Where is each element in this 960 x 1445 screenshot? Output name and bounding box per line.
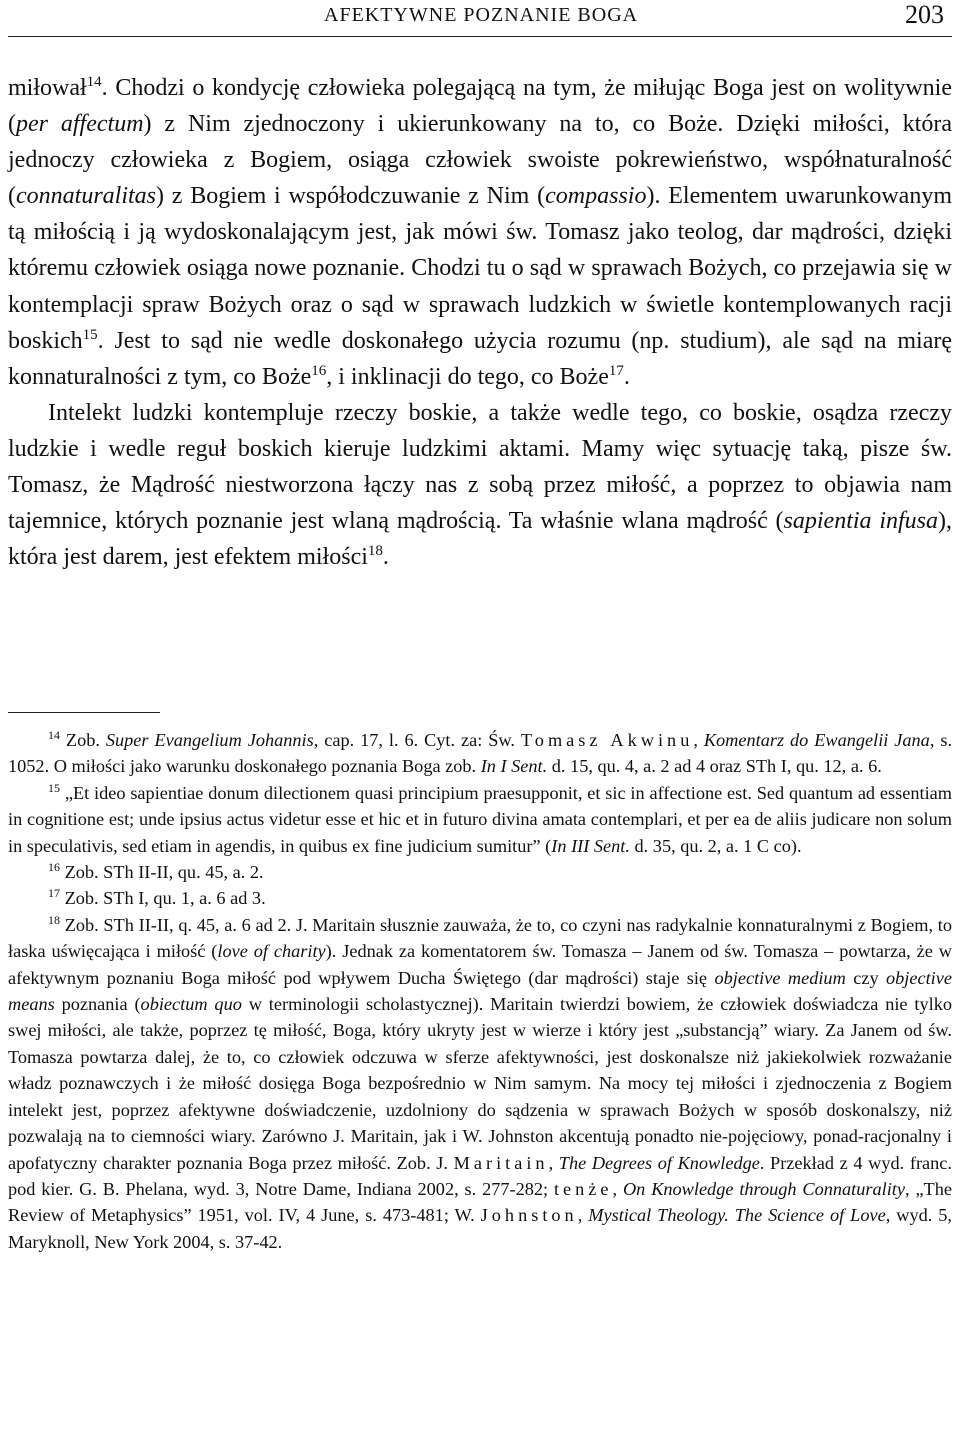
italic-title: The Degrees of Knowledge — [558, 1152, 760, 1173]
spaced-author-name: tenże — [553, 1178, 613, 1199]
italic-title: In I Sent. — [480, 756, 548, 777]
footnote-15 — [8, 780, 952, 859]
paragraph-2 — [8, 395, 952, 575]
footnote-number: 15 — [48, 780, 60, 795]
footnote-18 — [8, 912, 952, 1255]
text-run: poznania ( — [54, 994, 141, 1015]
text-run: Intelekt ludzki kontempluje rzeczy boskie, a także wedle tego, co boskie, osądza rzeczy ludzkie i wedle reguł boskich kieruje ludzkimi aktami. Mamy więc sytuację taką, pisze św. Tomasz, że Mądrość niestworzona łączy nas z sobą przez miłość, a poprzez to objawia nam tajemnice, których poznanie jest wlaną mądrością. Ta właśnie wlana mądrość ( — [8, 399, 952, 535]
footnote-16 — [8, 859, 952, 885]
text-run: , cap. 17, l. 6. Cyt. za: Św. — [313, 730, 521, 750]
footnote-ref-14: 14 — [86, 74, 102, 90]
page-header — [8, 0, 952, 37]
text-run: miłował — [8, 75, 87, 101]
footnote-number: 14 — [48, 728, 60, 742]
text-run: „Et ideo sapientiae donum dilectionem quasi principium praesupponit, et sic in affectione est. Sed quantum ad essentiam in cognitione est; unde ipsius actus videtur esse et hic et in futuro divina amata contemplari, et per ea de aliis judicare non solum in speculativis, sed etiam in agendis, in quibus ex fine judicium sumitur” ( — [8, 782, 952, 856]
footnote-14 — [8, 727, 952, 780]
text-run: czy — [845, 967, 887, 988]
text-run: , — [693, 730, 704, 750]
text-run: Zob. — [60, 730, 106, 750]
text-run: , i inklinacji do tego, co Boże — [326, 363, 609, 390]
italic-term: connaturalitas — [16, 183, 157, 210]
italic-term: per affectum — [16, 111, 144, 138]
text-run: ) z Bogiem i współodczuwanie z Nim ( — [156, 183, 546, 210]
italic-title: Komentarz do Ewangelii Jana — [703, 730, 930, 750]
footnote-ref-16: 16 — [311, 362, 327, 379]
page-number: 203 — [905, 0, 944, 29]
footnote-number: 16 — [48, 860, 60, 875]
text-run: . Chodzi o kondycję człowieka polegającą na tym, że miłując Boga jest on wolitywnie ( — [8, 75, 952, 138]
footnote-17 — [8, 885, 952, 911]
text-run: Zob. STh II-II, q. 45, a. 6 ad 2. J. Maritain słusznie zauważa, że to, co czyni nas radykalnie konnaturalnymi z Bogiem, to łaska uświęcająca i miłość ( — [8, 914, 952, 962]
text-run: ), która jest darem, jest efektem miłości — [8, 508, 953, 571]
text-run: , — [548, 1152, 559, 1173]
italic-title: On Knowledge through Connaturality — [622, 1178, 905, 1199]
text-run: . — [382, 544, 389, 571]
text-run: , „The Review of Metaphysics” 1951, vol. IV, 4 June, s. 473-481; W. — [8, 1178, 952, 1226]
footnote-ref-15: 15 — [82, 326, 98, 343]
text-run: d. 15, qu. 4, a. 2 ad 4 oraz STh I, qu. 12, a. 6. — [547, 756, 882, 777]
italic-term: obiectum quo — [140, 994, 242, 1015]
paragraph-1 — [8, 70, 952, 395]
italic-term: objective medium — [714, 967, 846, 988]
text-run: . Przekład z 4 wyd. franc. pod kier. G. B. Phelana, wyd. 3, Notre Dame, Indiana 2002, s. 277-282; — [8, 1152, 952, 1199]
italic-title: In III Sent. — [551, 835, 630, 856]
italic-term: compassio — [545, 183, 647, 210]
spaced-author-name: Tomasz Akwinu — [520, 730, 694, 750]
italic-term: objective means — [8, 967, 952, 1015]
running-head: AFEKTYWNE POZNANIE BOGA — [324, 4, 639, 26]
footnotes — [8, 727, 952, 1255]
text-run: ). Elementem uwarunkowanym tą miłością i ją wydoskonalającym jest, jak mówi św. Tomasz jako teolog, dar mądrości, dzięki któremu człowiek osiąga nowe poznanie. Chodzi tu o sąd w sprawach Bożych, co przejawia się w kontemplacji spraw Bożych oraz o sąd w sprawach ludzkich w świetle kontemplowanych racji boskich — [8, 183, 952, 354]
text-run: , wyd. 5, Maryknoll, New York 2004, s. 37-42. — [8, 1205, 952, 1252]
text-run: ) z Nim zjednoczony i ukierunkowany na to, co Boże. Dzięki miłości, która jednoczy człowieka z Bogiem, osiąga człowiek swoiste pokrewieństwo, współnaturalność ( — [8, 111, 952, 210]
text-run: , — [577, 1205, 589, 1226]
text-run: Zob. STh II-II, qu. 45, a. 2. — [60, 862, 264, 883]
footnote-number: 17 — [48, 886, 60, 901]
footnote-separator — [8, 712, 160, 713]
footnote-ref-18: 18 — [367, 543, 383, 560]
spaced-author-name: Maritain — [453, 1152, 549, 1173]
text-run: w terminologii scholastycznej). Maritain twierdzi bowiem, że człowiek doświadcza nie tylko swej miłości, ale także, poprzez tę miłość, Boga, który ukryty jest w wierze i który jest „substancją” wiary. Za Janem od św. Tomasza powtarza dalej, że to, co człowiek odczuwa w sferze afektywności, jest doskonalsze niż jakiekolwiek rozważanie władz poznawczych i że miłość dosięga Boga bezpośrednio w Nim samym. Na mocy tej miłości i zjednoczenia z Bogiem intelekt jest, poprzez afektywne doświadczenie, uzdolniony do sądzenia w sprawach Bożych w sposób doskonalszy, niż pozwalają na to ciemności wiary. Zarówno J. Maritain, jak i W. Johnston akcentują ponadto nie-pojęciowy, ponad-racjonalny i apofatyczny charakter poznania Boga przez miłość. Zob. J. — [8, 994, 952, 1173]
footnote-number: 18 — [48, 912, 60, 927]
italic-title: Super Evangelium Johannis — [105, 730, 314, 750]
italic-term: sapientia infusa — [783, 508, 939, 535]
main-text — [8, 70, 952, 575]
text-run: . — [623, 363, 630, 390]
footnote-ref-17: 17 — [608, 362, 624, 379]
text-run: . Jest to sąd nie wedle doskonałego użycia rozumu (np. studium), ale sąd na miarę konnaturalności z tym, co Boże — [8, 327, 952, 390]
text-run: ). Jednak za komentatorem św. Tomasza – Janem od św. Tomasza – powtarza, że w afektywnym poznaniu Boga miłość pod wpływem Ducha Świętego (dar mądrości) staje się — [8, 941, 952, 988]
text-run: , s. 1052. O miłości jako warunku doskonałego poznania Boga zob. — [8, 730, 953, 777]
text-run: Zob. STh I, qu. 1, a. 6 ad 3. — [60, 888, 266, 909]
spaced-author-name: Johnston — [480, 1205, 578, 1226]
italic-term: love of charity — [217, 941, 326, 962]
text-run: , — [612, 1178, 623, 1199]
italic-title: Mystical Theology. The Science of Love — [588, 1205, 886, 1226]
text-run: d. 35, qu. 2, a. 1 C co). — [629, 835, 802, 856]
